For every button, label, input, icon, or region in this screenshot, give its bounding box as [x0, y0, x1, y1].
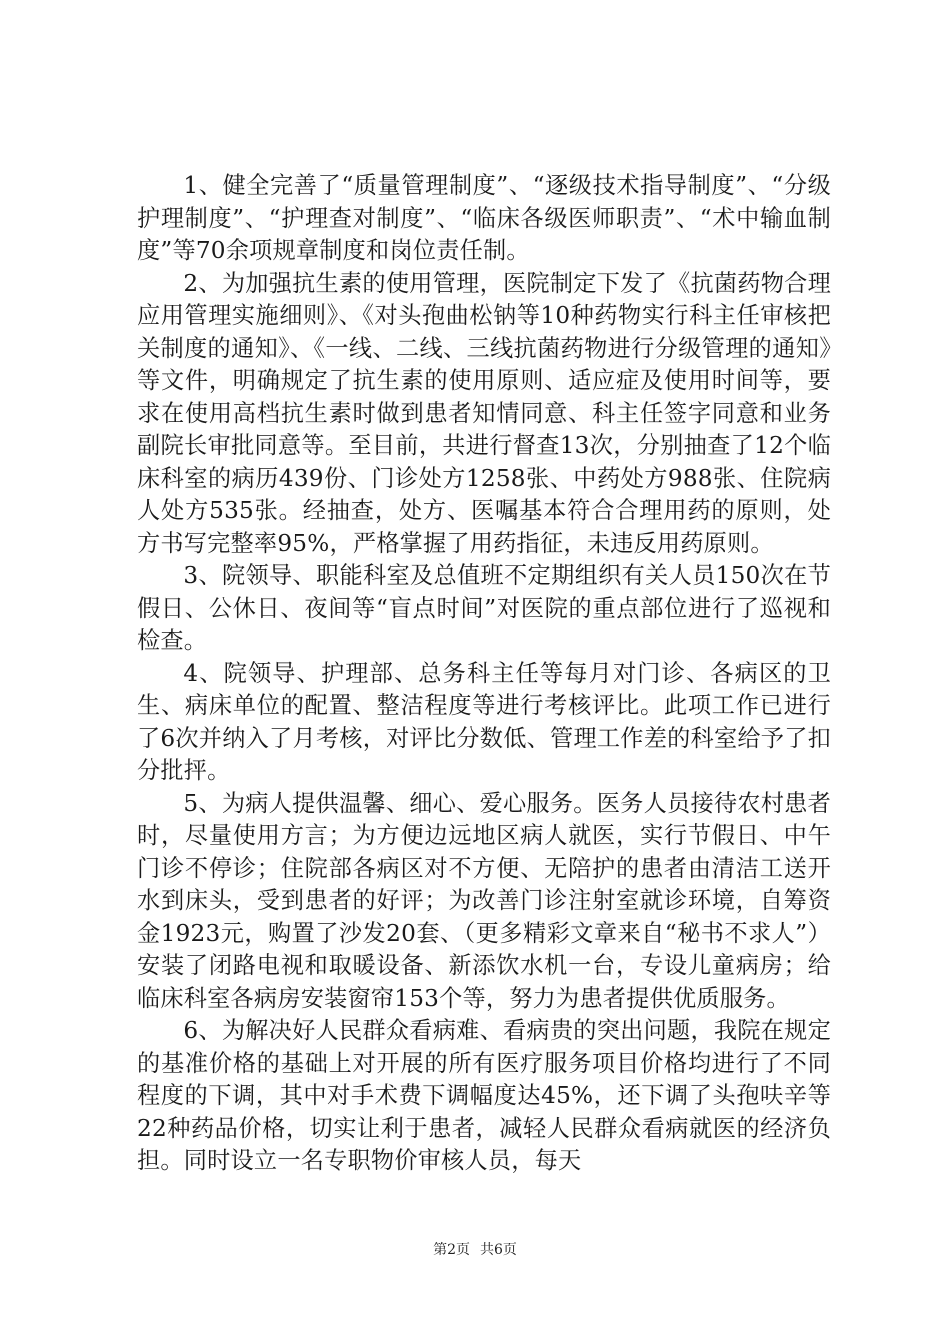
paragraph-2: 2、为加强抗生素的使用管理，医院制定下发了《抗菌药物合理应用管理实施细则》、《对头孢曲松钠等10种药物实行科主任审核把关制度的通知》、《一线、二线、三线抗菌药物进行分级管理的通知》等文件，明确规定了抗生素的使用原则、适应症及使用时间等，要求在使用高档抗生素时做到患者知情同意、科主任签字同意和业务副院长审批同意等。至目前，共进行督查13次，分别抽查了12个临床科室的病历439份、门诊处方1258张、中药处方988张、住院病人处方535张。经抽查，处方、医嘱基本符合合理用药的原则，处方书写完整率95%，严格掌握了用药指征，未违反用药原则。	[137, 269, 831, 557]
paragraph-5: 5、为病人提供温馨、细心、爱心服务。医务人员接待农村患者时，尽量使用方言；为方便边远地区病人就医，实行节假日、中午门诊不停诊；住院部各病区对不方便、无陪护的患者由清洁工送开水到床头，受到患者的好评；为改善门诊注射室就诊环境，自筹资金1923元，购置了沙发20套、（更多精彩文章来自“秘书不求人”）安装了闭路电视和取暖设备、新添饮水机一台，专设儿童病房；给临床科室各病房安装窗帘153个等，努力为患者提供优质服务。	[137, 789, 831, 1012]
page-number-current: 第2页	[433, 1242, 470, 1258]
paragraph-3: 3、院领导、职能科室及总值班不定期组织有关人员150次在节假日、公休日、夜间等“盲点时间”对医院的重点部位进行了巡视和检查。	[137, 562, 831, 654]
page-number-total: 共6页	[480, 1242, 517, 1258]
page-body	[137, 170, 831, 1178]
paragraph-4: 4、院领导、护理部、总务科主任等每月对门诊、各病区的卫生、病床单位的配置、整洁程度等进行考核评比。此项工作已进行了6次并纳入了月考核，对评比分数低、管理工作差的科室给予了扣分批抨。	[137, 659, 831, 784]
paragraph-6: 6、为解决好人民群众看病难、看病贵的突出问题，我院在规定的基准价格的基础上对开展的所有医疗服务项目价格均进行了不同程度的下调，其中对手术费下调幅度达45%，还下调了头孢呋辛等22种药品价格，切实让利于患者，减轻人民群众看病就医的经济负担。同时设立一名专职物价审核人员，每天	[137, 1017, 831, 1174]
paragraph-1: 1、健全完善了“质量管理制度”、“逐级技术指导制度”、“分级护理制度”、“护理查对制度”、“临床各级医师职责”、“术中输血制度”等70余项规章制度和岗位责任制。	[137, 172, 831, 264]
page-footer	[0, 1240, 950, 1260]
